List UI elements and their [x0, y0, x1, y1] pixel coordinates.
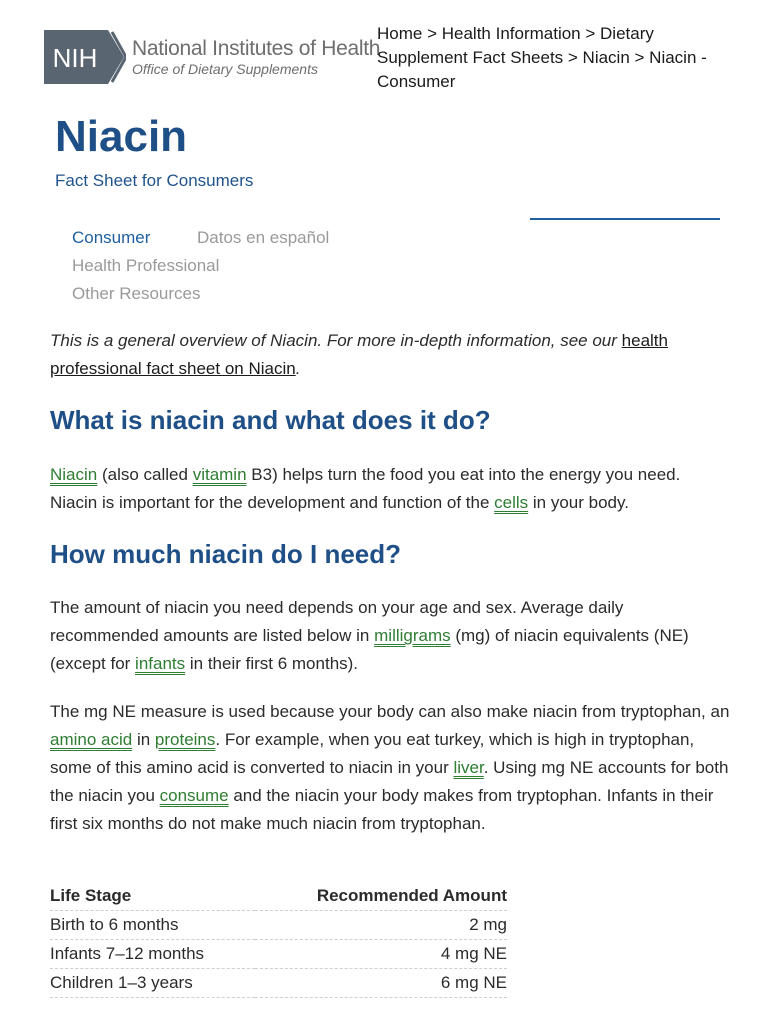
section-how-much-paragraph-2	[50, 698, 730, 838]
text: . Using mg NE accounts for both the niacin you	[50, 758, 729, 805]
intro-end: .	[295, 359, 301, 378]
tab-consumer[interactable]: Consumer	[72, 228, 151, 247]
logo-name: National Institutes of Health	[132, 37, 381, 60]
text: in your body.	[528, 493, 629, 512]
breadcrumb-sep: >	[629, 48, 650, 67]
text: (also called	[97, 465, 193, 484]
breadcrumb-sep: >	[580, 24, 601, 43]
tab-health-professional[interactable]: Health Professional	[72, 256, 220, 275]
section-what-is-paragraph	[50, 461, 730, 517]
breadcrumb-current: Niacin - Consumer	[377, 48, 707, 91]
tab-other-resources[interactable]: Other Resources	[72, 284, 201, 303]
site-header	[0, 0, 768, 110]
table-row	[50, 969, 507, 998]
amount-cell: 4 mg NE	[255, 940, 507, 969]
column-header-recommended-amount: Recommended Amount	[255, 882, 507, 911]
nih-logo-icon	[44, 30, 126, 84]
breadcrumb-home[interactable]: Home	[377, 24, 423, 43]
text: The mg NE measure is used because your body can also make niacin from tryptophan, an	[50, 702, 730, 721]
glossary-link-liver[interactable]: liver	[453, 758, 484, 777]
table-header-row	[50, 882, 507, 911]
section-heading-how-much: How much niacin do I need?	[50, 539, 402, 569]
breadcrumb-niacin[interactable]: Niacin	[582, 48, 630, 67]
page-title: Niacin	[55, 112, 188, 161]
nih-logo-link[interactable]	[44, 30, 380, 84]
logo-text	[132, 37, 380, 77]
glossary-link-proteins[interactable]: proteins	[154, 730, 216, 749]
breadcrumb-sep: >	[563, 48, 583, 67]
fact-sheet-tabs	[72, 224, 329, 308]
breadcrumb-sep: >	[422, 24, 442, 43]
tab-spanish[interactable]: Datos en español	[197, 228, 330, 247]
nih-badge-text: NIH	[52, 43, 98, 73]
life-stage-cell: Children 1–3 years	[50, 969, 255, 998]
health-professional-link[interactable]: health professional fact sheet on Niacin	[50, 331, 668, 378]
intro-body: This is a general overview of Niacin. For more in-depth information, see our	[50, 331, 622, 350]
page-subtitle: Fact Sheet for Consumers	[55, 171, 254, 190]
glossary-link-consume[interactable]: consume	[159, 786, 229, 805]
breadcrumb-fact-sheets[interactable]: Dietary Supplement Fact Sheets	[377, 24, 654, 67]
amount-cell: 6 mg NE	[255, 969, 507, 998]
text: (mg) of niacin equivalents (NE) (except for	[50, 626, 689, 673]
column-header-life-stage: Life Stage	[50, 882, 255, 911]
text: The amount of niacin you need depends on your age and sex. Average daily recommended amounts are listed below in	[50, 598, 624, 645]
glossary-link-infants[interactable]: infants	[135, 654, 186, 673]
breadcrumb	[377, 22, 747, 94]
intro-text	[50, 327, 730, 383]
table-row	[50, 940, 507, 969]
text: B3) helps turn the food you eat into the energy you need. Niacin is important for the development and function of the	[50, 465, 681, 512]
tab-underline	[530, 218, 720, 220]
text: and the niacin your body makes from tryptophan. Infants in their first six months do not make much niacin from tryptophan.	[50, 786, 714, 833]
breadcrumb-health-information[interactable]: Health Information	[441, 24, 581, 43]
section-heading-what-is: What is niacin and what does it do?	[50, 405, 491, 435]
recommended-amounts-table	[50, 882, 507, 998]
glossary-link-amino-acid[interactable]: amino acid	[50, 730, 133, 749]
text: in	[132, 730, 155, 749]
glossary-link-niacin[interactable]: Niacin	[50, 465, 98, 484]
section-how-much-paragraph-1	[50, 594, 730, 678]
glossary-link-milligrams[interactable]: milligrams	[374, 626, 451, 645]
logo-subtitle: Office of Dietary Supplements	[132, 61, 318, 77]
table-row	[50, 911, 507, 940]
text: in their first 6 months).	[185, 654, 359, 673]
text: . For example, when you eat turkey, which is high in tryptophan, some of this amino acid is converted to niacin in your	[50, 730, 695, 777]
life-stage-cell: Infants 7–12 months	[50, 940, 255, 969]
life-stage-cell: Birth to 6 months	[50, 911, 255, 940]
glossary-link-vitamin[interactable]: vitamin	[192, 465, 247, 484]
glossary-link-cells[interactable]: cells	[494, 493, 529, 512]
amount-cell: 2 mg	[255, 911, 507, 940]
